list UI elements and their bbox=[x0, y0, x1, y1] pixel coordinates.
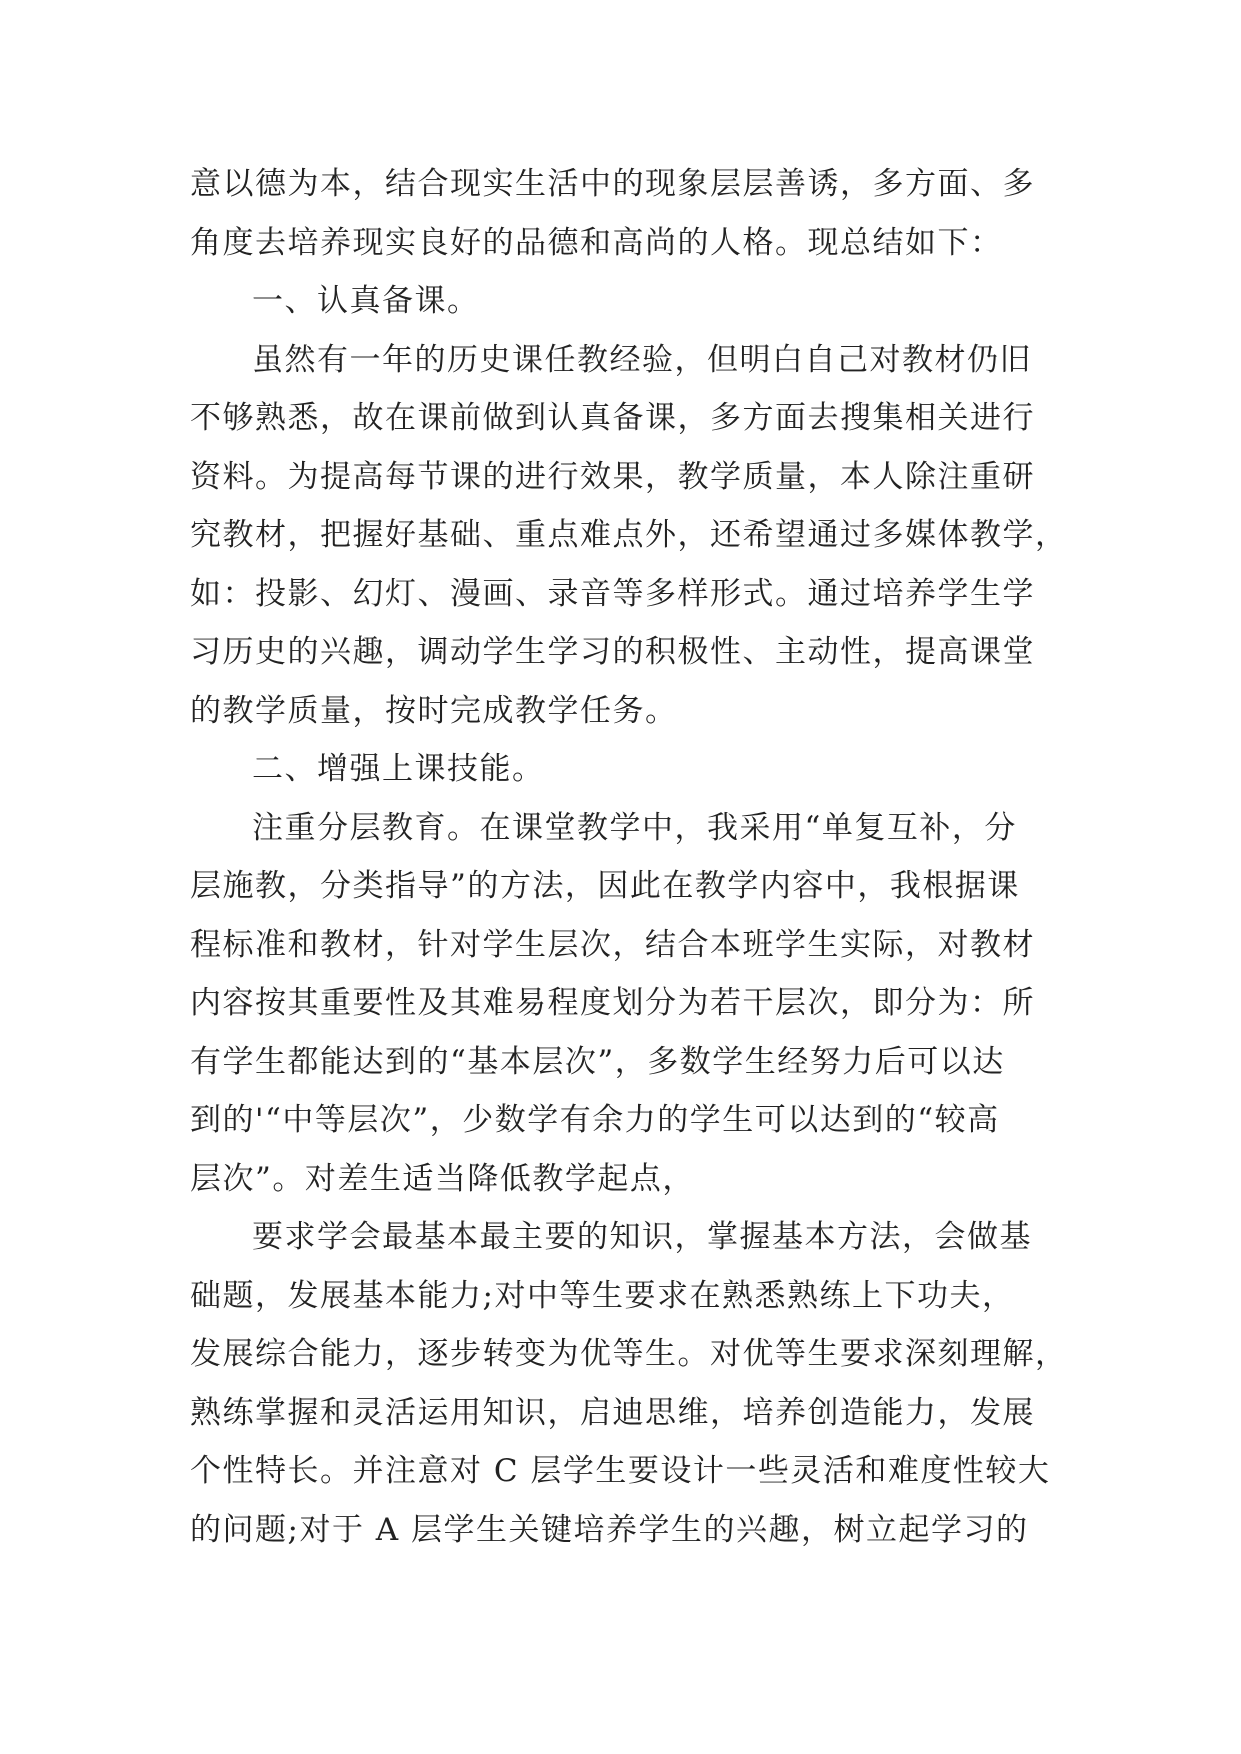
text-line: 究教材，把握好基础、重点难点外，还希望通过多媒体教学， bbox=[190, 517, 1068, 553]
text-line: 熟练掌握和灵活运用知识，启迪思维，培养创造能力，发展 bbox=[190, 1394, 1035, 1431]
section-heading: 二、增强上课技能。 bbox=[252, 751, 545, 787]
text-line: 如：投影、幻灯、漫画、录音等多样形式。通过培养学生学 bbox=[190, 575, 1035, 612]
text-line: 内容按其重要性及其难易程度划分为若干层次，即分为：所 bbox=[190, 985, 1035, 1021]
text-line: 的教学质量，按时完成教学任务。 bbox=[190, 692, 678, 729]
body-text bbox=[190, 155, 1068, 1559]
text-line: 个性特长。并注意对 C 层学生要设计一些灵活和难度性较大 bbox=[190, 1453, 1051, 1489]
text-line: 层次”。对差生适当降低教学起点， bbox=[190, 1160, 695, 1197]
text-line: 层施教，分类指导”的方法，因此在教学内容中，我根据课 bbox=[190, 868, 1020, 904]
text-line: 要求学会最基本最主要的知识，掌握基本方法，会做基 bbox=[252, 1219, 1032, 1255]
text-line: 有学生都能达到的“基本层次”，多数学生经努力后可以达 bbox=[190, 1043, 1005, 1080]
text-line: 础题，发展基本能力;对中等生要求在熟悉熟练上下功夫， bbox=[190, 1277, 1015, 1314]
text-line: 不够熟悉，故在课前做到认真备课，多方面去搜集相关进行 bbox=[190, 400, 1035, 436]
text-line: 注重分层教育。在课堂教学中，我采用“单复互补，分 bbox=[252, 809, 1017, 846]
text-line: 意以德为本，结合现实生活中的现象层层善诱，多方面、多 bbox=[190, 166, 1035, 202]
text-line: 虽然有一年的历史课任教经验，但明白自己对教材仍旧 bbox=[252, 341, 1032, 378]
text-line: 程标准和教材，针对学生层次，结合本班学生实际，对教材 bbox=[190, 926, 1035, 963]
text-line: 角度去培养现实良好的品德和高尚的人格。现总结如下： bbox=[190, 224, 1003, 261]
text-line: 发展综合能力，逐步转变为优等生。对优等生要求深刻理解， bbox=[190, 1336, 1068, 1372]
text-line: 资料。为提高每节课的进行效果，教学质量，本人除注重研 bbox=[190, 458, 1035, 495]
text-line: 习历史的兴趣，调动学生学习的积极性、主动性，提高课堂 bbox=[190, 634, 1035, 670]
text-line: 的问题;对于 A 层学生关键培养学生的兴趣，树立起学习的 bbox=[190, 1511, 1029, 1548]
section-heading: 一、认真备课。 bbox=[252, 283, 480, 319]
text-line: 到的'“中等层次”，少数学有余力的学生可以达到的“较高 bbox=[190, 1102, 1000, 1138]
